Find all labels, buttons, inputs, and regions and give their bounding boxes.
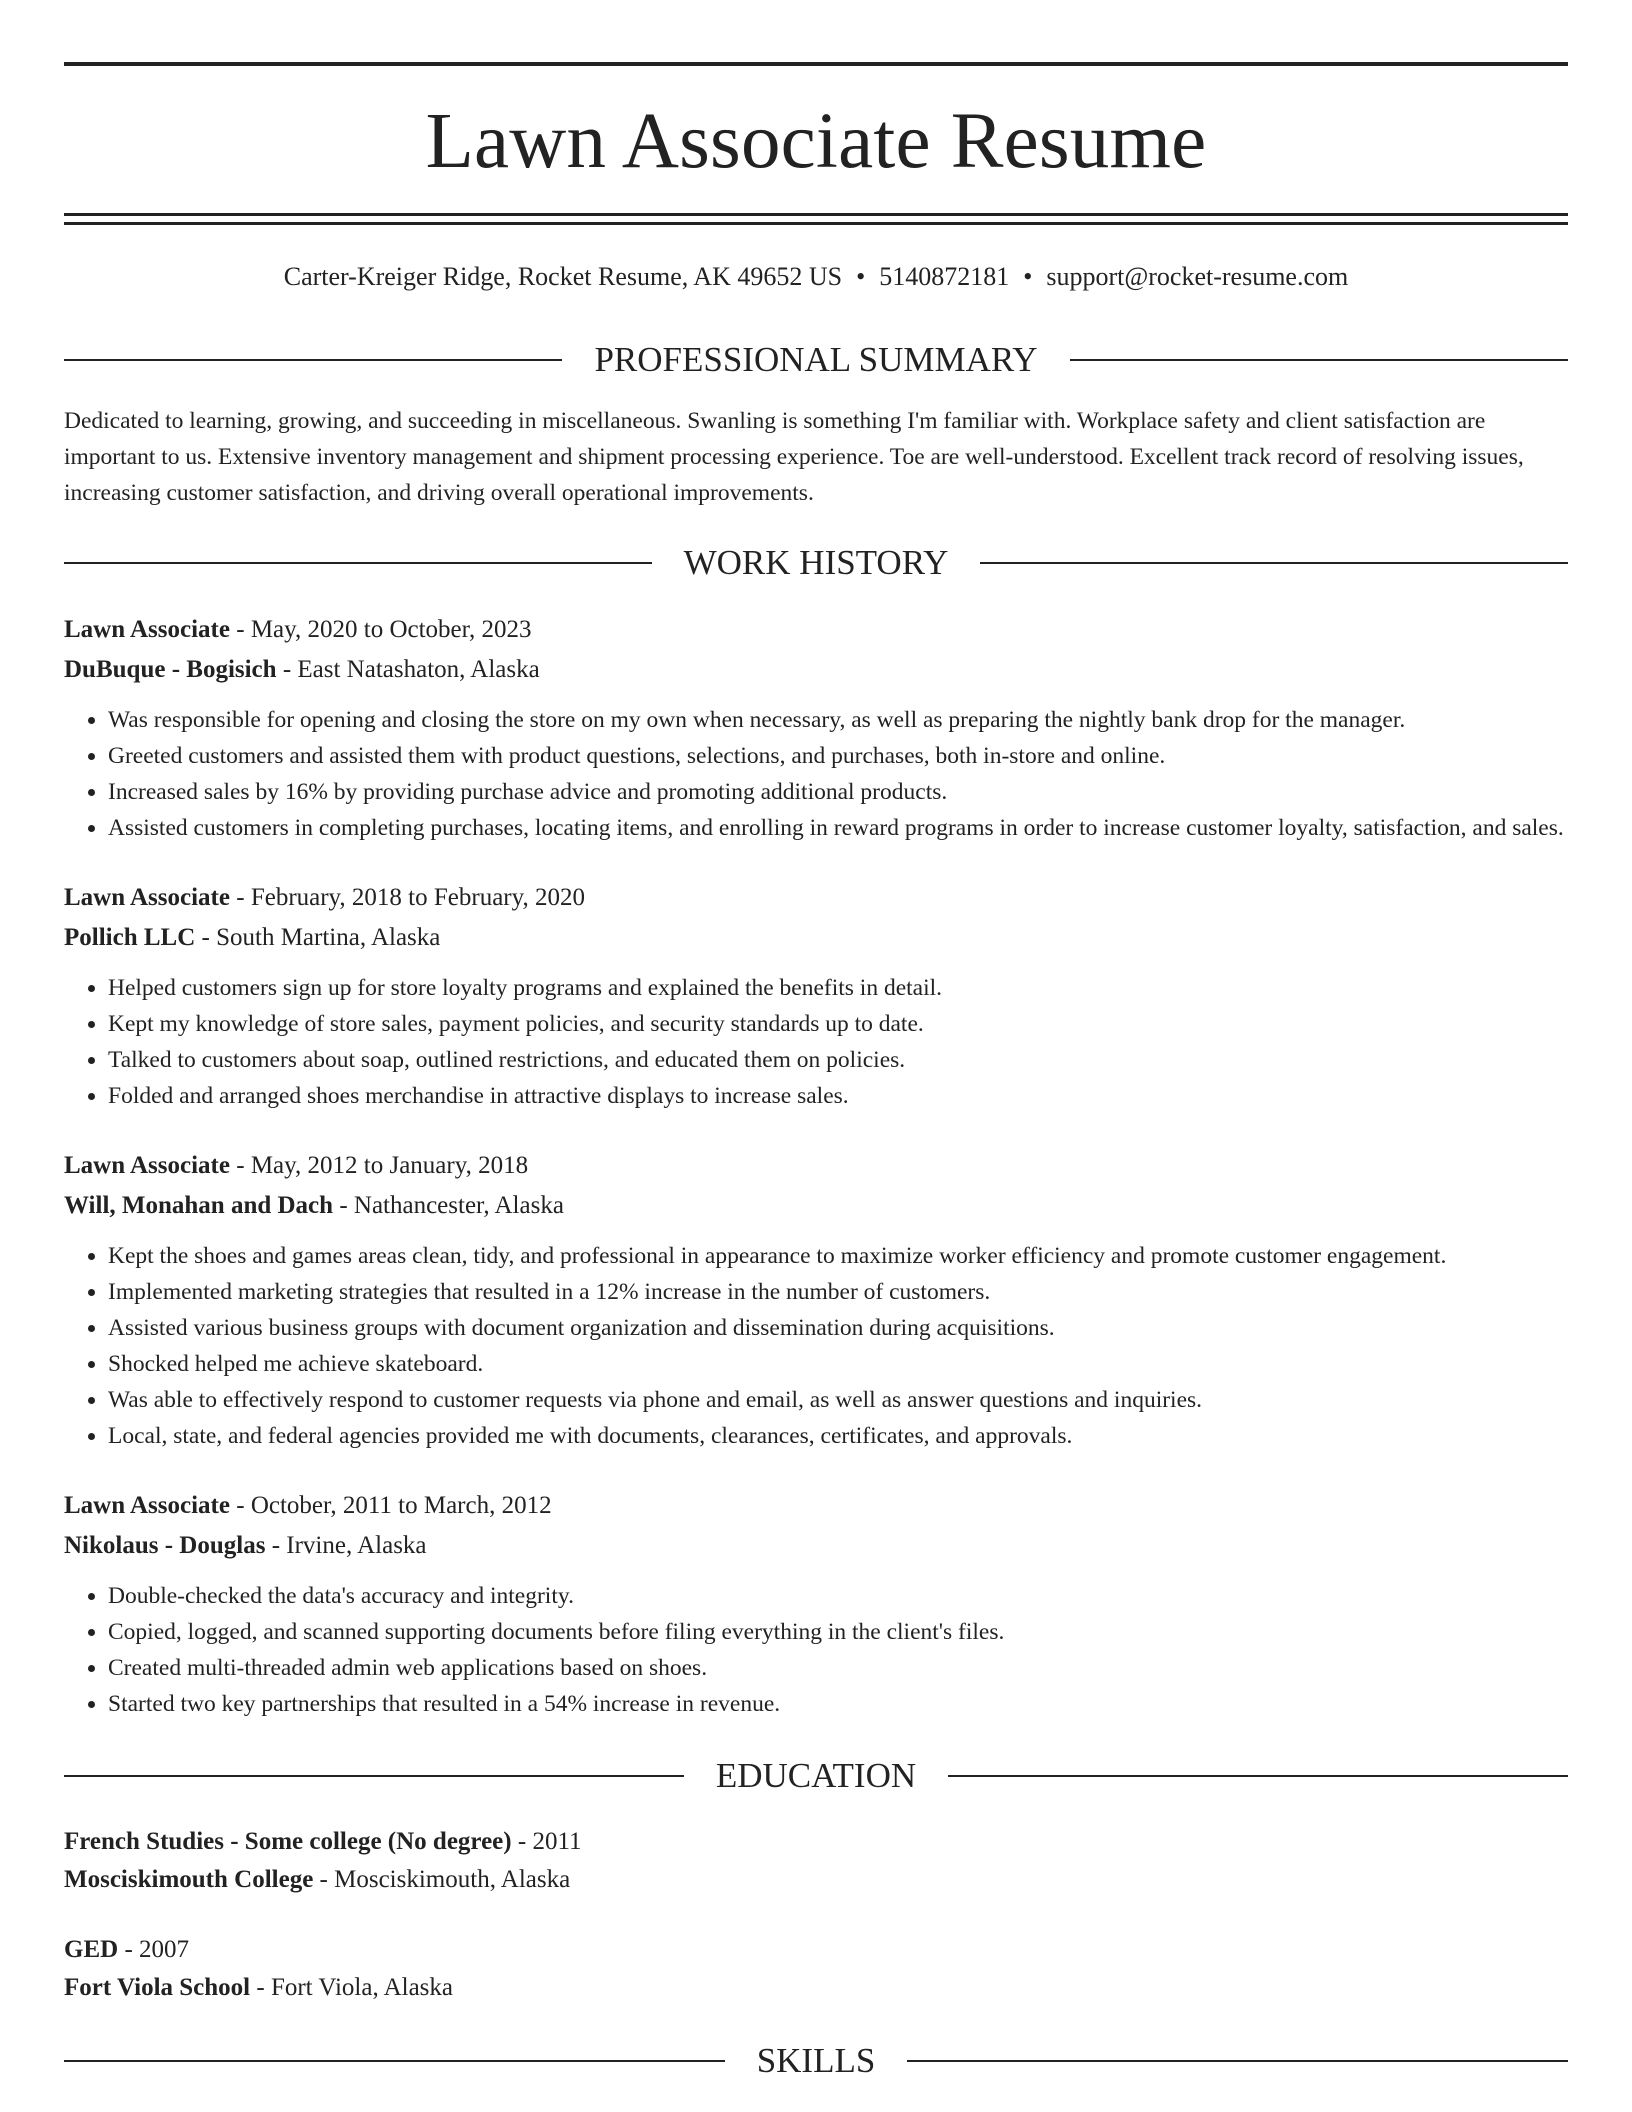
header-top-rule [64,62,1568,66]
education-school-line [64,1969,1568,2007]
contact-line [64,261,1568,292]
job-title: Lawn Associate [64,1492,230,1520]
section-heading-summary [64,340,1568,380]
education-entry [64,1931,1568,2007]
education-school: Mosciskimouth College [64,1866,314,1894]
list-item: • Created multi-threaded admin web applications based on shoes. [108,1650,1568,1686]
list-item: • Local, state, and federal agencies provided me with documents, clearances, certificates, and approvals. [108,1418,1568,1454]
list-item: • Increased sales by 16% by providing purchase advice and promoting additional products. [108,774,1568,810]
summary-text: Dedicated to learning, growing, and succeeding in miscellaneous. Swanling is something I'm familiar with. Workplace safety and client satisfaction are important to us. Extensive inventory management and shipment processing experience. Toe are well-understood. Excellent track record of resolving issues, increasing customer satisfaction, and driving overall operational improvements. [64,408,1524,507]
job-company: Will, Monahan and Dach [64,1192,334,1220]
list-item: • Copied, logged, and scanned supporting documents before filing everything in the client's files. [108,1614,1568,1650]
job-company: DuBuque - Bogisich [64,656,277,684]
job-bullets [64,970,1568,1114]
job-dates: May, 2020 to October, 2023 [250,616,532,644]
education-school: Fort Viola School [64,1974,251,2002]
job-bullets [64,702,1568,846]
section-heading-work-history [64,543,1568,583]
dash: - [118,1936,140,1964]
dash: - [276,656,298,684]
job-dates: October, 2011 to March, 2012 [250,1492,552,1520]
job-title-line [64,878,1568,918]
job-entry [64,610,1568,846]
job-entry [64,1486,1568,1722]
job-dates: February, 2018 to February, 2020 [250,884,586,912]
dash: - [229,1152,251,1180]
job-bullets [64,1238,1568,1454]
list-item: • Started two key partnerships that resulted in a 54% increase in revenue. [108,1686,1568,1722]
list-item: • Talked to customers about soap, outlined restrictions, and educated them on policies. [108,1042,1568,1078]
dash: - [333,1192,354,1220]
education-degree: French Studies - Some college (No degree) [64,1828,512,1856]
education-location: Mosciskimouth, Alaska [334,1866,571,1894]
job-entry [64,878,1568,1114]
education-degree: GED [64,1936,119,1964]
job-company-line [64,918,1568,958]
dash: - [229,1492,251,1520]
job-location: Nathancester, Alaska [353,1192,564,1220]
list-item: • Shocked helped me achieve skateboard. [108,1346,1568,1382]
job-title: Lawn Associate [64,616,230,644]
section-heading-label: PROFESSIONAL SUMMARY [594,340,1038,380]
list-item: • Assisted customers in completing purchases, locating items, and enrolling in reward programs in order to increase customer loyalty, satisfaction, and sales. [108,810,1568,846]
dash: - [195,924,217,952]
section-heading-education [64,1756,1568,1796]
section-heading-label: WORK HISTORY [683,543,949,583]
heading-rule-left [64,359,562,361]
list-item: • Kept my knowledge of store sales, payment policies, and security standards up to date. [108,1006,1568,1042]
heading-rule-left [64,1775,684,1777]
job-company-line [64,1186,1568,1226]
education-degree-line [64,1931,1568,1969]
job-location: South Martina, Alaska [216,924,441,952]
job-company: Pollich LLC [64,924,196,952]
job-company-line [64,1526,1568,1566]
education-year: 2011 [532,1828,582,1856]
section-heading-skills [64,2041,1568,2081]
list-item: • Was responsible for opening and closing the store on my own when necessary, as well as preparing the nightly bank drop for the manager. [108,702,1568,738]
heading-rule-left [64,2060,725,2062]
education-degree-line [64,1823,1568,1861]
dash: - [229,616,251,644]
education-location: Fort Viola, Alaska [270,1974,453,2002]
list-item: • Double-checked the data's accuracy and integrity. [108,1578,1568,1614]
list-item: • Greeted customers and assisted them with product questions, selections, and purchases, both in-store and online. [108,738,1568,774]
education-entry [64,1823,1568,1899]
job-title: Lawn Associate [64,1152,230,1180]
contact-email: support@rocket-resume.com [1046,262,1349,291]
heading-rule-right [1070,359,1568,361]
dash: - [313,1866,335,1894]
contact-separator: • [1023,262,1033,291]
contact-phone: 5140872181 [879,262,1010,291]
dash: - [265,1532,287,1560]
dash: - [511,1828,533,1856]
job-location: Irvine, Alaska [286,1532,427,1560]
header-double-rule [64,213,1568,225]
education-year: 2007 [139,1936,190,1964]
dash: - [229,884,251,912]
list-item: • Kept the shoes and games areas clean, tidy, and professional in appearance to maximize worker efficiency and promote customer engagement. [108,1238,1568,1274]
heading-rule-left [64,562,652,564]
job-title-line [64,1146,1568,1186]
job-dates: May, 2012 to January, 2018 [250,1152,529,1180]
list-item: • Implemented marketing strategies that resulted in a 12% increase in the number of customers. [108,1274,1568,1310]
education-school-line [64,1861,1568,1899]
list-item: • Assisted various business groups with document organization and dissemination during acquisitions. [108,1310,1568,1346]
section-heading-label: EDUCATION [715,1756,917,1796]
job-title: Lawn Associate [64,884,230,912]
list-item: • Helped customers sign up for store loyalty programs and explained the benefits in detail. [108,970,1568,1006]
list-item: • Was able to effectively respond to customer requests via phone and email, as well as answer questions and inquiries. [108,1382,1568,1418]
heading-rule-right [948,1775,1568,1777]
heading-rule-right [980,562,1568,564]
job-entry [64,1146,1568,1454]
heading-rule-right [907,2060,1568,2062]
job-company-line [64,650,1568,690]
section-heading-label: SKILLS [756,2041,876,2081]
job-location: East Natashaton, Alaska [297,656,540,684]
job-title-line [64,1486,1568,1526]
page-title: Lawn Associate Resume [425,98,1207,185]
job-bullets [64,1578,1568,1722]
job-company: Nikolaus - Douglas [64,1532,266,1560]
job-title-line [64,610,1568,650]
dash: - [250,1974,271,2002]
contact-address: Carter-Kreiger Ridge, Rocket Resume, AK 49652 US [283,262,843,291]
list-item: • Folded and arranged shoes merchandise in attractive displays to increase sales. [108,1078,1568,1114]
contact-separator: • [856,262,866,291]
